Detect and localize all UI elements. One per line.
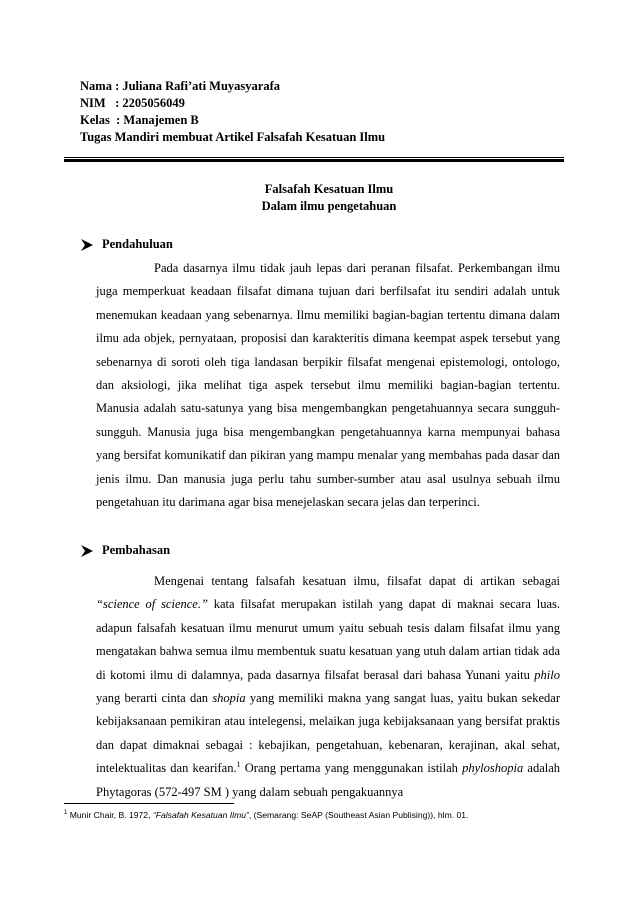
footnote-ref: 1 xyxy=(236,760,241,770)
footnote-divider xyxy=(64,803,234,804)
header-task: Tugas Mandiri membuat Artikel Falsafah Kesatuan Ilmu xyxy=(80,130,386,144)
header-class: Kelas : Manajemen B xyxy=(80,113,199,127)
body-heading-text: Pembahasan xyxy=(102,543,171,557)
footnote-number: 1 xyxy=(64,810,68,817)
arrow-bullet-icon xyxy=(80,239,94,251)
arrow-bullet-icon xyxy=(80,545,94,557)
body-text-6: adalah Phytagoras (572-497 SM ) yang dalam sebuah pengakuannya xyxy=(96,761,561,799)
body-paragraph xyxy=(96,570,560,804)
header-divider-thick xyxy=(64,159,564,162)
body-text-4: yang memiliki makna yang sangat luas, yaitu bukan sekedar kebijaksanaan pemikiran atau intelegensi, melaikan juga kebijaksanaan yang bersifat praktis dan dapat dimaknai sebagai : kebajikan, pengetahuan, kebenaran, kerajinan, akal sehat, intelektualitas dan kearifan. xyxy=(96,691,560,776)
title-main: Falsafah Kesatuan Ilmu xyxy=(264,182,394,196)
term-philo: philo xyxy=(534,667,560,682)
footnote-publisher: , (Semarang: SeAP (Southeast Asian Publising)), hlm. 01. xyxy=(248,810,469,820)
intro-text: Pada dasarnya ilmu tidak jauh lepas dari peranan filsafat. Perkembangan ilmu juga memperkuat keadaan filsafat dimana tujuan dari berfilsafat itu sendiri adalah untuk menemukan keadaan yang sebenarnya. Ilmu memiliki bagian-bagian tertentu dimana dalam ilmu ada objek, pernyataan, proposisi dan karakteritis dimana keempat aspek tersebut yang sebenarnya di soroti oleh tiga landasan berpikir filsafat mengenai epistemologi, ontologo, dan aksiologi, jika melihat tiga aspek tersebut ilmu memiliki bagian-bagian tertentu. Manusia adalah satu-satunya yang bisa mengembangkan pengetahuannya secara sungguh-sungguh. Manusia juga bisa mengembangkan pengetahuannya karna mempunyai bahasa yang bersifat komunikatif dan pikiran yang mampu menalar yang membahas pada dasar dan jenis ilmu. Dan manusia juga perlu tahu sumber-sumber atau asal usulnya sebuah ilmu pengetahuan itu darimana agar bisa menejelaskan secara jelas dan terperinci. xyxy=(96,261,560,510)
footnote-author: Munir Chair, B. 1972, xyxy=(67,810,153,820)
section-heading-intro xyxy=(80,237,173,252)
footnote-title: “Falsafah Kesatuan Ilmu” xyxy=(152,810,249,820)
intro-heading-text: Pendahuluan xyxy=(102,237,173,251)
document-title xyxy=(0,181,638,215)
term-phyloshopia: phyloshopia xyxy=(462,761,524,776)
body-text-2: kata filsafat merupakan istilah yang dapat di maknai secara luas. adapun falsafah kesatuan ilmu menurut umum yaitu sebuah tesis dalam filsafat ilmu yang mengatakan bahwa semua ilmu membentuk suatu kesatuan yang utuh dalam artian tidak ada di kotomi ilmu di dalamnya, pada dasarnya filsafat berasal dari bahasa Yunani yaitu xyxy=(96,597,560,682)
body-text-1: Mengenai tentang falsafah kesatuan ilmu, filsafat dapat di artikan sebagai xyxy=(154,574,560,588)
body-text-3: yang berarti cinta dan xyxy=(96,691,213,706)
body-quote: “science of science.” xyxy=(96,597,208,612)
body-text-5: Orang pertama yang menggunakan istilah xyxy=(240,761,463,776)
section-heading-body xyxy=(80,543,170,558)
author-header xyxy=(80,78,385,146)
footnote xyxy=(64,810,468,820)
header-nim: NIM : 2205056049 xyxy=(80,96,185,110)
term-shopia: shopia xyxy=(212,691,246,706)
header-name: Nama : Juliana Rafi’ati Muyasyarafa xyxy=(80,79,280,93)
intro-paragraph xyxy=(96,257,560,514)
title-sub: Dalam ilmu pengetahuan xyxy=(261,199,397,213)
header-divider-thin xyxy=(64,157,564,158)
